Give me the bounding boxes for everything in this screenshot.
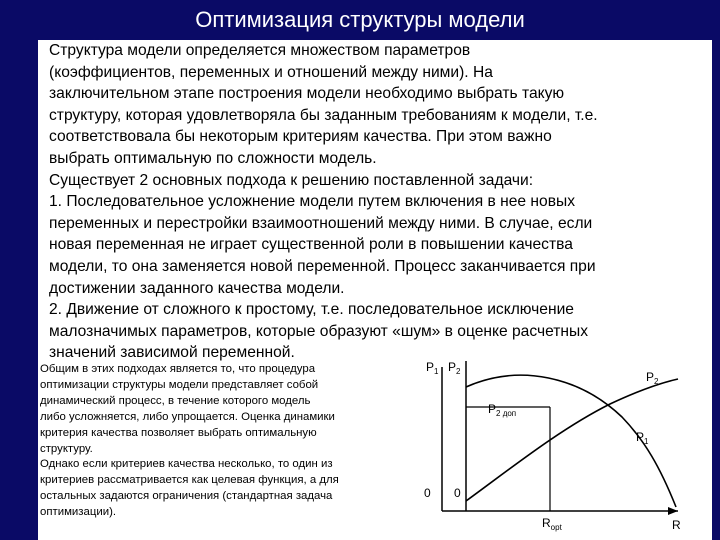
- main-text-line: структуру, которая удовлетворяла бы заданным требованиям к модели, т.е.: [49, 106, 598, 124]
- note-line: Однако если критериев качества несколько, то один из: [40, 458, 333, 471]
- p2-axis-label: $P_2$: [448, 360, 461, 376]
- main-text-line: переменных и перестройки взаимоотношений между ними. В случае, если: [49, 214, 593, 232]
- r-axis-arrow-icon: [668, 507, 678, 515]
- note-line: критерия качества позволяет выбрать оптимальную: [40, 426, 317, 439]
- origin-label-right: 0: [454, 486, 461, 500]
- p1-curve-label: $P_1$: [636, 430, 649, 446]
- note-line: оптимизации).: [40, 506, 117, 519]
- main-text-line: малозначимых параметров, которые образуют «шум» в оценке расчетных: [49, 322, 589, 340]
- main-text-line: (коэффициентов, переменных и отношений между ними). На: [49, 63, 493, 81]
- main-text-line: достижении заданного качества модели.: [49, 279, 345, 297]
- note-line: либо усложняется, либо упрощается. Оценка динамики: [40, 410, 335, 423]
- main-text-line: модели, то она заменяется новой переменной. Процесс заканчивается при: [49, 257, 596, 275]
- main-text-line: 1. Последовательное усложнение модели путем включения в нее новых: [49, 193, 576, 211]
- r-axis-label: R: [672, 518, 681, 532]
- p2-dop-label: $P_{2 доп}$: [488, 402, 517, 418]
- main-text-line: заключительном этапе построения модели необходимо выбрать такую: [49, 85, 565, 103]
- note-line: динамический процесс, в течение которого модель: [40, 394, 311, 407]
- origin-label-left: 0: [424, 486, 431, 500]
- main-text-line: новая переменная не играет существенной роли в повышении качества: [49, 236, 573, 254]
- note-line: оптимизации структуры модели представляет собой: [40, 378, 319, 391]
- slide-title: Оптимизация структуры модели: [195, 7, 525, 32]
- r-opt-label: $R_{opt}$: [542, 516, 562, 532]
- optimization-diagram: [410, 349, 712, 540]
- main-text-line: значений зависимой переменной.: [49, 344, 295, 362]
- p2-curve-label: $P_2$: [646, 370, 659, 386]
- diagram-svg: [410, 349, 712, 540]
- main-text-line: Структура модели определяется множеством параметров: [49, 42, 471, 59]
- main-text-line: выбрать оптимальную по сложности модель.: [49, 149, 377, 167]
- note-line: остальных задаются ограничения (стандартная задача: [40, 490, 333, 503]
- note-line: структуру.: [40, 442, 93, 455]
- note-text: [40, 362, 410, 521]
- main-text-line: 2. Движение от сложного к простому, т.е. последовательное исключение: [49, 301, 574, 319]
- main-text-line: Существует 2 основных подхода к решению поставленной задачи:: [49, 171, 534, 189]
- note-line: Общим в этих подходах является то, что процедура: [40, 363, 316, 375]
- note-line: критериев рассматривается как целевая функция, а для: [40, 474, 339, 487]
- p1-axis-label: $P_1$: [426, 360, 439, 376]
- main-text: [49, 40, 719, 364]
- main-text-line: соответствовала бы некоторым критериям качества. При этом важно: [49, 128, 552, 146]
